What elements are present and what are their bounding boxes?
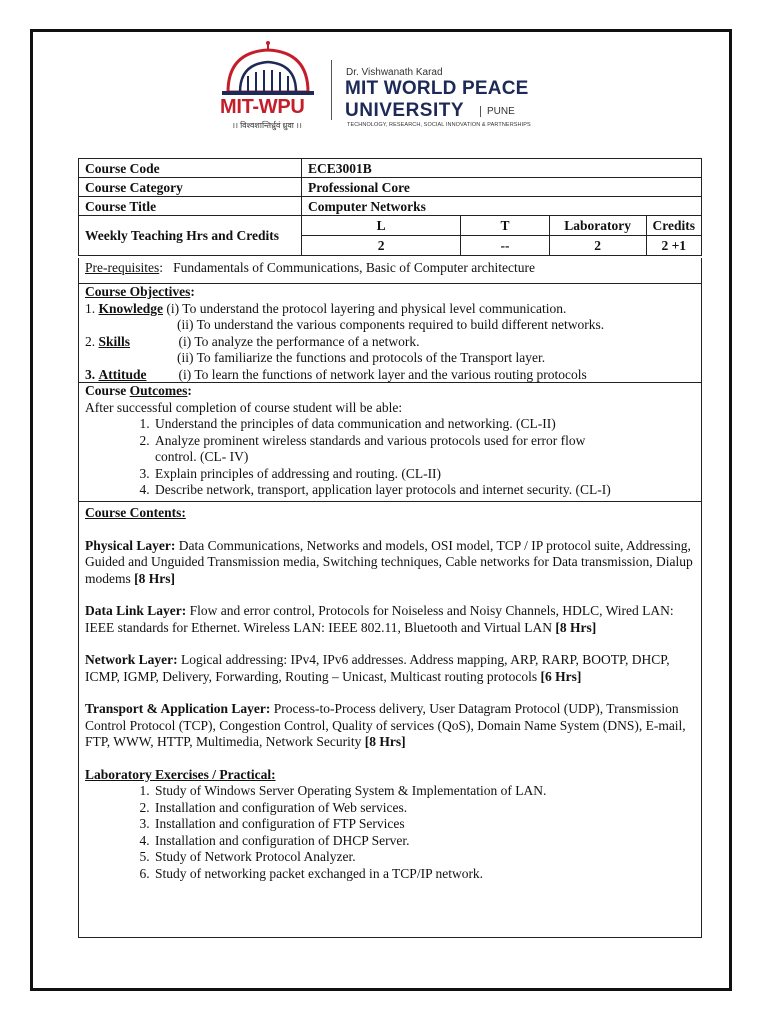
physical-layer-text: Data Communications, Networks and models, OSI model, TCP / IP protocol suite, Addressing, Guided and Unguided Transmission media, Switching techniques, Cable networks for Data transmission, Dialup modems <box>85 537 693 586</box>
outcomes-intro: After successful completion of course student will be able: <box>85 399 403 415</box>
list-item: 5. Study of Network Protocol Analyzer. <box>153 849 695 866</box>
lab-list <box>85 783 695 882</box>
outcomes-heading-colon: : <box>187 383 192 398</box>
datalink-layer-paragraph <box>85 603 695 636</box>
credits-value: 2 +1 <box>646 236 702 256</box>
course-title-value: Computer Networks <box>301 197 701 216</box>
physical-layer-title: Physical Layer: <box>85 537 176 553</box>
objective-knowledge-2: (ii) To understand the various components required to build different networks. <box>177 317 605 332</box>
spacer <box>85 685 695 701</box>
attitude-label: Attitude <box>98 366 147 382</box>
brand-wordmark: MIT-WPU <box>220 96 305 118</box>
table-row <box>79 159 702 178</box>
network-layer-text: Logical addressing: IPv4, IPv6 addresses. Address mapping, ARP, RARP, BOOTP, DHCP, ICMP, IGMP, Delivery, Forwarding, Routing – Unicast, Multicast routing protocols <box>85 652 670 684</box>
outcomes-heading-b: Outcomes <box>129 383 188 398</box>
list-item: 4. Describe network, transport, application layer protocols and internet security. (CL-I) <box>153 482 695 499</box>
lab-value: 2 <box>549 236 646 256</box>
col-lab-header: Laboratory <box>549 216 646 236</box>
objectives-section <box>78 284 702 383</box>
outcomes-section <box>78 383 702 502</box>
objectives-heading-a: Course <box>85 284 130 299</box>
t-value: -- <box>461 236 549 256</box>
attitude-text-1: (i) To learn the functions of network layer and the various routing protocols <box>178 366 587 382</box>
course-info-table <box>78 158 702 256</box>
university-logo <box>218 40 558 135</box>
teaching-hours-label: Weekly Teaching Hrs and Credits <box>79 216 302 256</box>
network-layer-paragraph <box>85 652 695 685</box>
objective-attitude-1 <box>85 367 695 384</box>
university-name-line1: MIT WORLD PEACE <box>345 78 529 99</box>
prereq-label-a: Pre <box>85 260 103 275</box>
datalink-layer-hours: [8 Hrs] <box>555 619 597 635</box>
list-item: 1. Understand the principles of data communication and networking. (CL-II) <box>153 416 695 433</box>
course-title-label: Course Title <box>79 197 302 216</box>
physical-layer-hours: [8 Hrs] <box>134 570 175 586</box>
university-name-line2: UNIVERSITY <box>345 100 465 121</box>
course-code-label: Course Code <box>79 159 302 178</box>
list-item: 4. Installation and configuration of DHCP Server. <box>153 833 695 850</box>
transport-layer-hours: [8 Hrs] <box>364 734 406 749</box>
list-item: 1. Study of Windows Server Operating System & Implementation of LAN. <box>153 783 695 800</box>
outcomes-heading <box>85 383 695 400</box>
course-category-value: Professional Core <box>301 178 701 197</box>
outcomes-list <box>85 416 695 499</box>
table-row <box>79 216 702 236</box>
objectives-heading-colon: : <box>190 284 195 299</box>
table-row <box>79 178 702 197</box>
outcomes-heading-a: Course <box>85 383 130 398</box>
knowledge-text-1: (i) To understand the protocol layering and physical level communication. <box>166 300 567 316</box>
course-category-label: Course Category <box>79 178 302 197</box>
spacer <box>85 636 695 652</box>
university-tagline: TECHNOLOGY, RESEARCH, SOCIAL INNOVATION & PARTNERSHIPS <box>347 122 531 128</box>
founder-name: Dr. Vishwanath Karad <box>346 67 443 78</box>
physical-layer-paragraph <box>85 538 695 588</box>
transport-layer-title: Transport & Application Layer: <box>85 701 271 716</box>
knowledge-num: 1. <box>85 300 99 316</box>
datalink-layer-title: Data Link Layer: <box>85 603 187 618</box>
col-l-header: L <box>301 216 460 236</box>
network-layer-hours: [6 Hrs] <box>540 668 582 684</box>
logo-divider <box>331 60 332 120</box>
knowledge-label: Knowledge <box>98 300 164 316</box>
objectives-heading <box>85 284 695 301</box>
list-item: 3. Installation and configuration of FTP Services <box>153 816 695 833</box>
university-city: PUNE <box>480 106 515 117</box>
prereq-colon: : <box>159 260 164 275</box>
transport-layer-text: Process-to-Process delivery, User Datagram Protocol (UDP), Transmission Control Protocol (TCP), Congestion Control, Quality of services (QoS), Domain Name System (DNS), E-mail, FTP, WWW, HTTP, Multimedia, Network Security <box>85 701 686 749</box>
spacer <box>85 522 695 538</box>
list-item: 2. Installation and configuration of Web services. <box>153 800 695 817</box>
l-value: 2 <box>301 236 460 256</box>
prereq-text: Fundamentals of Communications, Basic of Computer architecture <box>173 260 535 275</box>
objectives-heading-b: Objectives <box>129 284 191 299</box>
list-item: 2. Analyze prominent wireless standards and various protocols used for error flow control. (CL- IV) <box>153 433 695 466</box>
skills-text-1: (i) To analyze the performance of a network. <box>178 333 420 349</box>
prerequisites-section <box>78 258 702 284</box>
list-item: 6. Study of networking packet exchanged in a TCP/IP network. <box>153 866 695 883</box>
objective-skills-1 <box>85 334 695 351</box>
list-item: 3. Explain principles of addressing and routing. (CL-II) <box>153 466 695 483</box>
col-credits-header: Credits <box>646 216 702 236</box>
contents-heading: Course Contents: <box>85 505 186 520</box>
col-t-header: T <box>461 216 549 236</box>
network-layer-title: Network Layer: <box>85 652 178 667</box>
transport-layer-paragraph <box>85 701 695 751</box>
lab-heading: Laboratory Exercises / Practical: <box>85 766 276 782</box>
skills-num: 2. <box>85 333 99 349</box>
objective-skills-2: (ii) To familiarize the functions and protocols of the Transport layer. <box>177 350 546 365</box>
spacer <box>85 751 695 767</box>
prereq-label-b: -requisites <box>103 260 160 275</box>
course-code-value: ECE3001B <box>301 159 701 178</box>
objective-knowledge-1 <box>85 301 695 318</box>
motto: ।। विश्वशान्तिर्ध्रुवं ध्रुवा ।। <box>232 121 302 130</box>
spacer <box>85 587 695 603</box>
skills-label: Skills <box>98 333 131 349</box>
contents-section <box>78 502 702 938</box>
datalink-layer-text: Flow and error control, Protocols for Noiseless and Noisy Channels, HDLC, Wired LAN: IEEE standards for Ethernet. Wireless LAN: IEEE 802.11, Bluetooth and Virtual LAN <box>85 603 674 635</box>
table-row <box>79 197 702 216</box>
attitude-num: 3. <box>85 366 99 382</box>
